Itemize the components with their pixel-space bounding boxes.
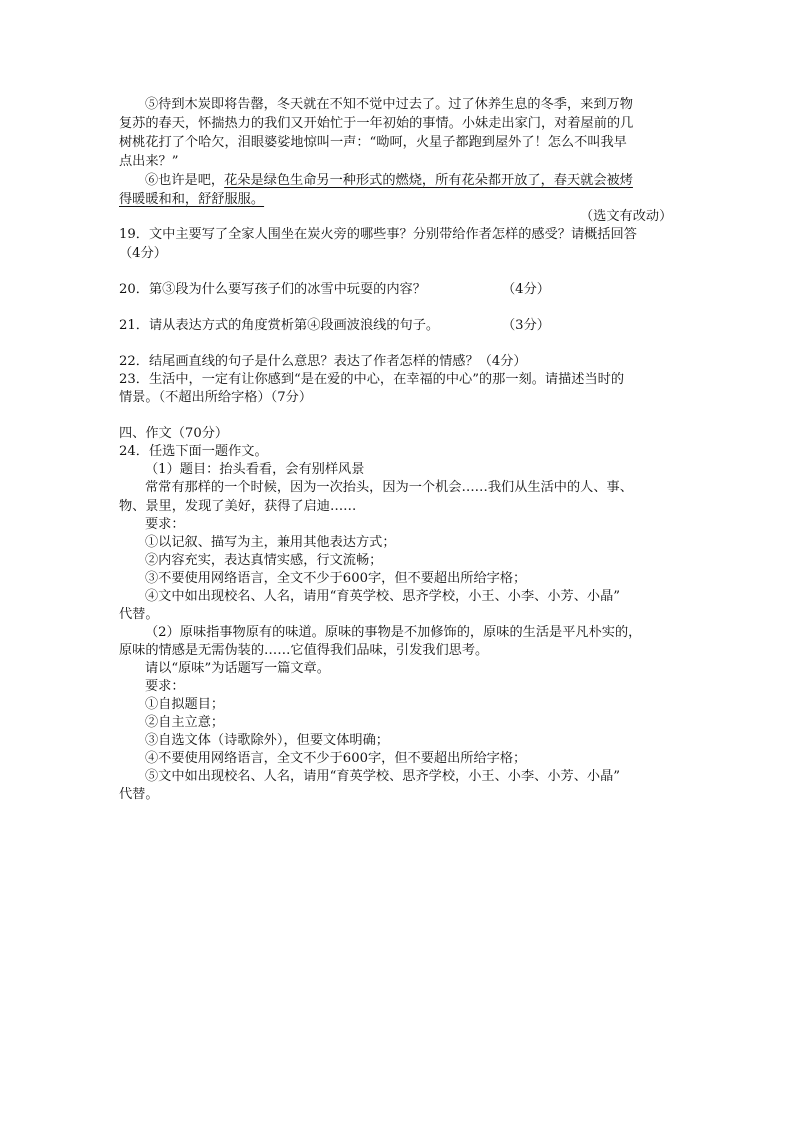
question-20-score: （4分） bbox=[502, 282, 550, 297]
option1-requirement-2: ②内容充实，表达真情实感，行文流畅； bbox=[145, 553, 383, 568]
option2-requirement-5-line1: ⑤文中如出现校名、人名，请用“育英学校、思齐学校，小王、小李、小芳、小晶” bbox=[145, 769, 621, 784]
option1-requirement-4-line1: ④文中如出现校名、人名，请用“育英学校、思齐学校，小王、小李、小芳、小晶” bbox=[145, 589, 621, 604]
option2-intro-line2: 原味的情感是无需伪装的……它值得我们品味，引发我们思考。 bbox=[119, 643, 489, 658]
option1-requirements-label: 要求： bbox=[145, 517, 185, 532]
option2-intro-line1: （2）原味指事物原有的味道。原味的事物是不加修饰的，原味的生活是平凡朴实的， bbox=[145, 625, 642, 640]
option2-requirement-2: ②自主立意； bbox=[145, 715, 225, 730]
option1-intro-line2: 物、景里，发现了美好，获得了启迪…… bbox=[119, 499, 357, 514]
passage-p6-line2 bbox=[119, 190, 264, 209]
passage-p6-underlined-sentence-part1: 花朵是绿色生命另一种形式的燃烧，所有花朵都开放了，春天就会被烤 bbox=[224, 173, 633, 188]
question-22: 22．结尾画直线的句子是什么意思？表达了作者怎样的情感？（4分） bbox=[119, 354, 527, 369]
question-23-line2: 情景。（不超出所给字格）（7分） bbox=[119, 390, 313, 405]
option2-requirement-1: ①自拟题目； bbox=[145, 697, 225, 712]
option1-title: （1）题目：抬头看看，会有别样风景 bbox=[145, 462, 365, 477]
question-19-line1: 19．文中主要写了全家人围坐在炭火旁的哪些事？分别带给作者怎样的感受？请概括回答 bbox=[119, 227, 637, 242]
option2-requirement-5-line2: 代替。 bbox=[119, 787, 159, 802]
option2-requirements-label: 要求： bbox=[145, 679, 185, 694]
passage-p6-underlined-sentence-part2: 得暖暖和和，舒舒服服。 bbox=[119, 192, 265, 207]
source-note: （选文有改动） bbox=[580, 209, 673, 224]
option2-requirement-4: ④不要使用网络语言，全文不少于600字，但不要超出所给字格； bbox=[145, 751, 527, 766]
question-21: 21．请从表达方式的角度赏析第④段画波浪线的句子。 bbox=[119, 318, 440, 333]
question-23-line1: 23．生活中，一定有让你感到“是在爱的中心，在幸福的中心”的那一刻。请描述当时的 bbox=[119, 372, 625, 387]
question-20: 20．第③段为什么要写孩子们的冰雪中玩耍的内容？ bbox=[119, 282, 426, 297]
option2-requirement-3: ③自选文体（诗歌除外），但要文体明确； bbox=[145, 733, 389, 748]
option1-requirement-3: ③不要使用网络语言，全文不少于600字，但不要超出所给字格； bbox=[145, 571, 527, 586]
passage-p6-line1 bbox=[145, 171, 633, 190]
question-24: 24．任选下面一题作文。 bbox=[119, 444, 268, 459]
option1-intro-line1: 常常有那样的一个时候，因为一次抬头，因为一个机会……我们从生活中的人、事、 bbox=[145, 480, 633, 495]
option1-requirement-4-line2: 代替。 bbox=[119, 607, 159, 622]
passage-p6-lead: ⑥也许是吧， bbox=[145, 173, 225, 188]
passage-p5-line3: 树桃花打了个哈欠，泪眼婆娑地惊叫一声：“呦呵，火星子都跑到屋外了！怎么不叫我早 bbox=[119, 135, 627, 150]
passage-p5-line1: ⑤待到木炭即将告罄，冬天就在不知不觉中过去了。过了休养生息的冬季，来到万物 bbox=[145, 97, 633, 112]
question-21-score: （3分） bbox=[502, 318, 550, 333]
option1-requirement-1: ①以记叙、描写为主，兼用其他表达方式； bbox=[145, 535, 396, 550]
passage-p5-line4: 点出来？” bbox=[119, 154, 179, 169]
option2-prompt: 请以“原味”为话题写一篇文章。 bbox=[145, 661, 330, 676]
passage-p5-line2: 复苏的春天，怀揣热力的我们又开始忙于一年初始的事情。小妹走出家门，对着屋前的几 bbox=[119, 116, 634, 131]
question-19-line2: （4分） bbox=[119, 246, 167, 261]
composition-section-title: 四、作文（70分） bbox=[119, 426, 229, 441]
